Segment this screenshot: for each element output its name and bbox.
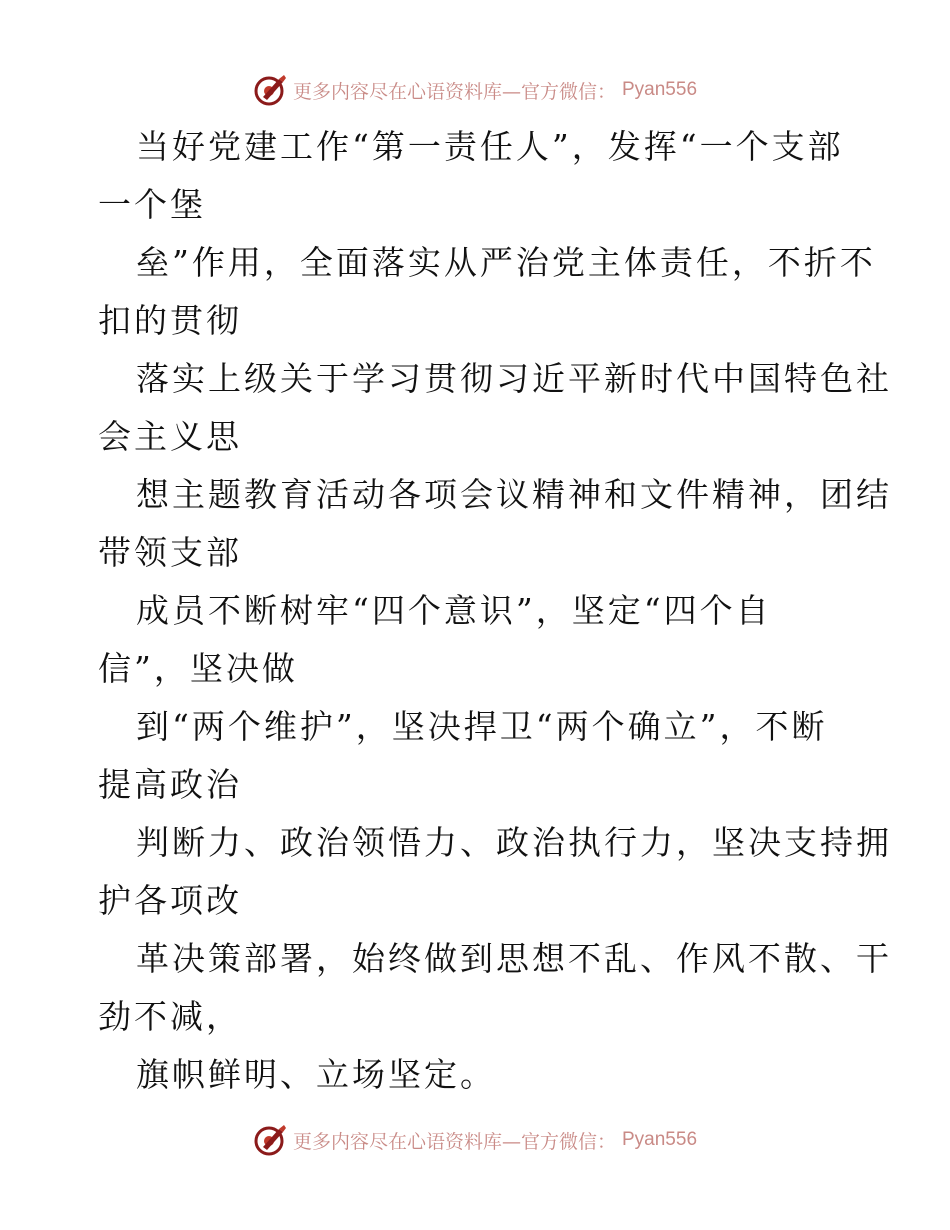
header-banner [0, 70, 950, 110]
text-line: 判断力、政治领悟力、政治执行力，坚决支持拥 [136, 823, 892, 862]
text-line: 落实上级关于学习贯彻习近平新时代中国特色社 [136, 359, 892, 398]
text-line: 信”，坚决做 [98, 649, 298, 688]
text-line: 一个堡 [98, 185, 206, 224]
footer-wechat-id: Pyan556 [622, 1129, 698, 1150]
header-text: 更多内容尽在心语资料库—官方微信： [292, 80, 616, 103]
text-line: 扣的贯彻 [98, 301, 242, 340]
pen-logo-icon [253, 73, 287, 107]
text-line: 到“两个维护”，坚决捍卫“两个确立”，不断 [136, 707, 828, 746]
text-line: 护各项改 [98, 881, 242, 920]
document-body [98, 118, 892, 1104]
text-line: 提高政治 [98, 765, 242, 804]
header-wechat-id: Pyan556 [622, 79, 698, 100]
text-line: 想主题教育活动各项会议精神和文件精神，团结 [136, 475, 892, 514]
footer-banner [0, 1120, 950, 1160]
text-line: 成员不断树牢“四个意识”，坚定“四个自 [136, 591, 772, 630]
text-line: 带领支部 [98, 533, 242, 572]
text-line: 当好党建工作“第一责任人”，发挥“一个支部 [136, 127, 844, 166]
text-line: 会主义思 [98, 417, 242, 456]
text-line: 劲不减， [98, 997, 242, 1036]
text-line: 旗帜鲜明、立场坚定。 [136, 1055, 496, 1094]
footer-text: 更多内容尽在心语资料库—官方微信： [292, 1130, 616, 1153]
text-line: 革决策部署，始终做到思想不乱、作风不散、干 [136, 939, 892, 978]
pen-logo-icon [253, 1123, 287, 1157]
text-line: 垒”作用，全面落实从严治党主体责任，不折不 [136, 243, 876, 282]
